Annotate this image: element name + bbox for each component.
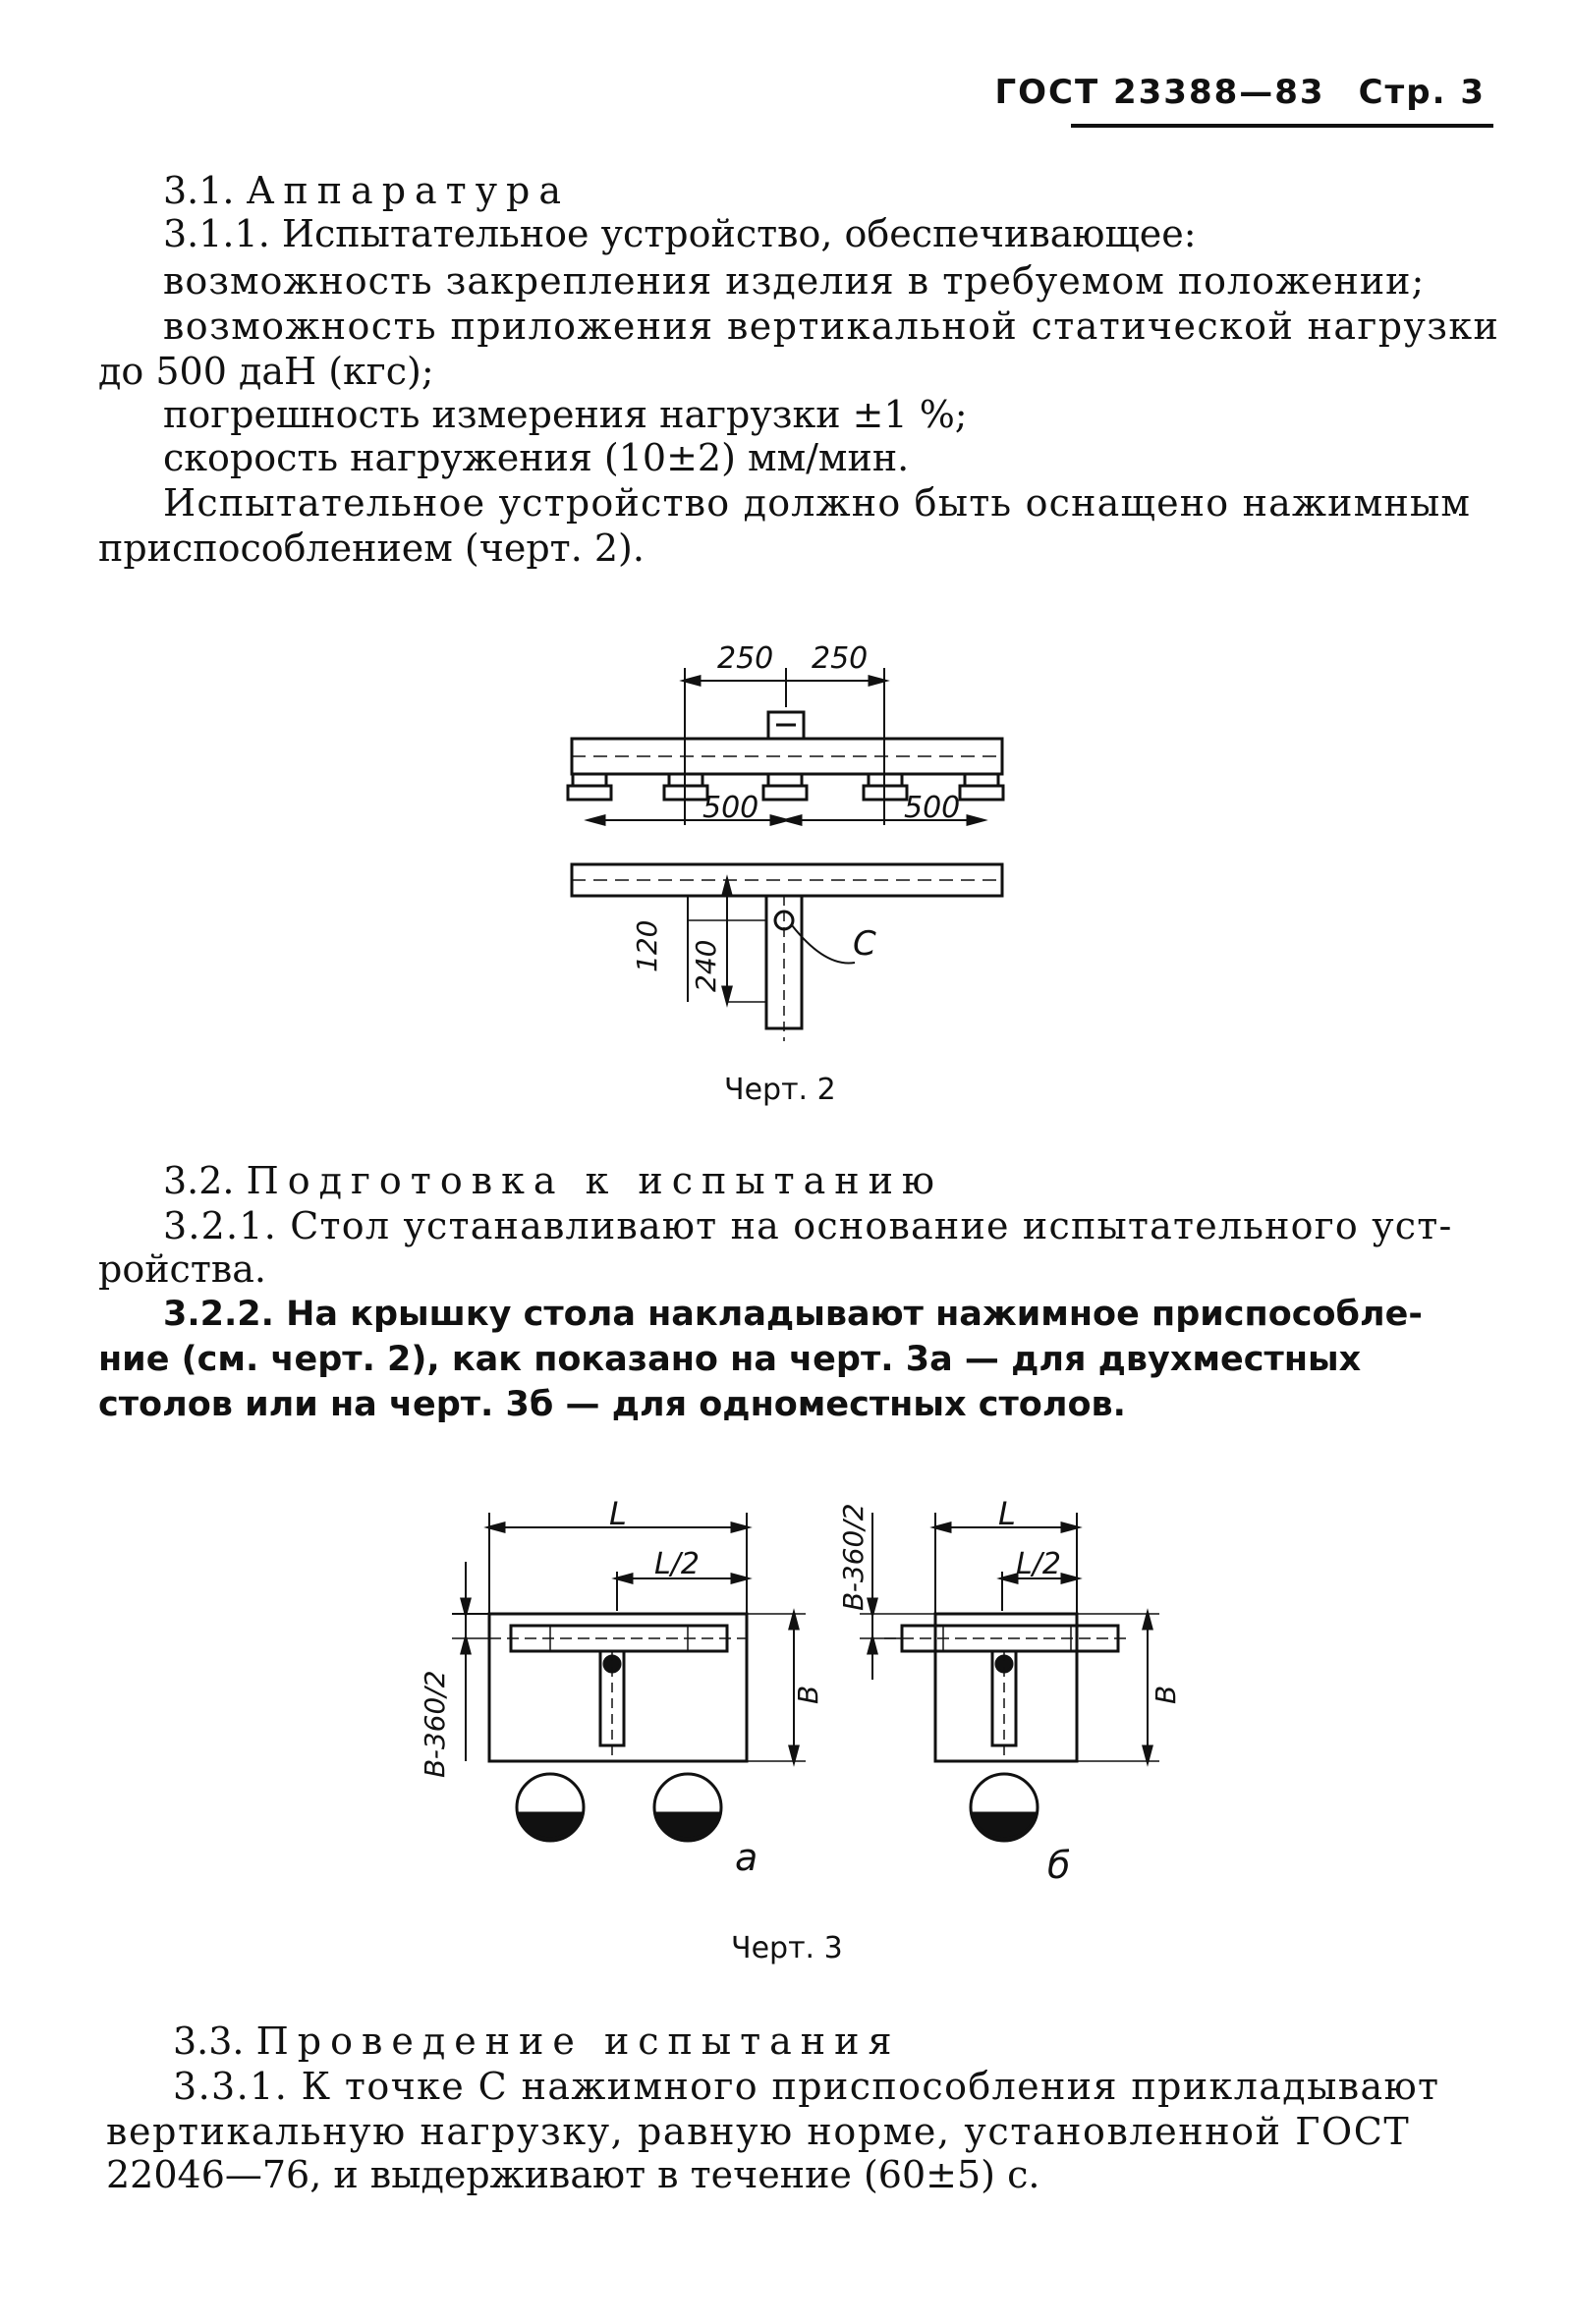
dim-500-right: 500 xyxy=(904,791,961,825)
dim-B-expr-b: B-360/2 xyxy=(837,1503,870,1611)
paragraph-line: 22046—76, и выдерживают в течение (60±5) с. xyxy=(106,2153,1040,2196)
dim-B-b: B xyxy=(1150,1685,1182,1704)
label-a: а xyxy=(735,1836,758,1879)
heading-number: 3.3. xyxy=(173,2020,245,2063)
figure-3-caption: Черт. 3 xyxy=(731,1931,843,1965)
paragraph-line: вертикальную нагрузку, равную норме, установленной ГОСТ xyxy=(106,2110,1411,2153)
heading-title: Проведение испытания xyxy=(255,2020,901,2063)
paragraph-line: приспособлением (черт. 2). xyxy=(98,526,645,570)
paragraph-line: до 500 даН (кгс); xyxy=(98,350,434,393)
label-b: б xyxy=(1047,1844,1071,1887)
heading-title: Подготовка к испытанию xyxy=(246,1159,944,1202)
heading-title: Аппаратура xyxy=(246,169,571,212)
dim-500-left: 500 xyxy=(702,791,759,825)
dim-250-right: 250 xyxy=(812,641,869,676)
point-c-label: C xyxy=(853,924,876,964)
paragraph-line: ройства. xyxy=(98,1247,266,1291)
paragraph-line: погрешность измерения нагрузки ±1 %; xyxy=(163,393,968,436)
section-3-3-heading xyxy=(173,2020,900,2063)
heading-number: 3.1. xyxy=(163,169,235,212)
standard-number: ГОСТ 23388—83 xyxy=(994,73,1325,112)
dim-240: 240 xyxy=(690,939,722,992)
paragraph-line: скорость нагружения (10±2) мм/мин. xyxy=(163,436,910,479)
dim-250-left: 250 xyxy=(717,641,774,676)
dim-L-half-a: L/2 xyxy=(654,1547,700,1581)
paragraph-line: 3.2.1. Стол устанавливают на основание испытательного уст- xyxy=(163,1204,1453,1247)
paragraph-line: Испытательное устройство должно быть оснащено нажимным xyxy=(163,481,1472,525)
paragraph-line: 3.1.1. Испытательное устройство, обеспечивающее: xyxy=(163,212,1197,255)
page-number: Стр. 3 xyxy=(1358,73,1486,112)
dim-120: 120 xyxy=(631,919,663,972)
paragraph-line: возможность закрепления изделия в требуемом положении; xyxy=(163,259,1426,303)
dim-L-b: L xyxy=(998,1495,1016,1532)
paragraph-line: 3.2.2. На крышку стола накладывают нажимное приспособле- xyxy=(163,1295,1423,1334)
paragraph-line: 3.3.1. К точке С нажимного приспособления прикладывают xyxy=(173,2065,1440,2108)
heading-number: 3.2. xyxy=(163,1159,235,1202)
paragraph-line: ние (см. черт. 2), как показано на черт. 3а — для двухместных xyxy=(98,1340,1362,1379)
figure-2-caption: Черт. 2 xyxy=(724,1073,836,1107)
dim-B-expr-a: B-360/2 xyxy=(419,1670,451,1778)
paragraph-line: столов или на черт. 3б — для одноместных столов. xyxy=(98,1385,1126,1424)
dim-B-a: B xyxy=(792,1685,824,1704)
dim-L-a: L xyxy=(609,1495,627,1532)
paragraph-line: возможность приложения вертикальной статической нагрузки xyxy=(163,304,1500,348)
dim-L-half-b: L/2 xyxy=(1016,1547,1061,1581)
